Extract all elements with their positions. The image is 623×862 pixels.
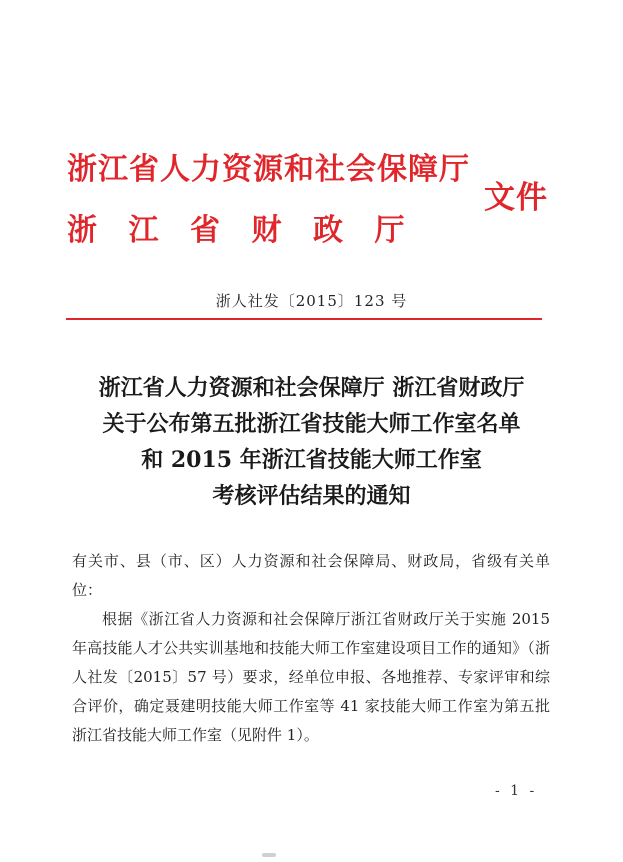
title-line: 浙江省人力资源和社会保障厅 浙江省财政厅 [98, 375, 525, 401]
red-separator-rule [66, 318, 542, 320]
issuer-line-finance: 浙江省财政厅 [67, 213, 436, 248]
title-line: 考核评估结果的通知 [212, 483, 411, 509]
scan-artifact [262, 853, 276, 857]
addressee: 有关市、县（市、区）人力资源和社会保障局、财政局，省级有关单位： [72, 552, 550, 599]
title-line: 关于公布第五批浙江省技能大师工作室名单 [102, 411, 521, 437]
notice-body [72, 547, 550, 750]
body-paragraph: 根据《浙江省人力资源和社会保障厅浙江省财政厅关于实施 2015 年高技能人才公共实训基地和技能大师工作室建设项目工作的通知》（浙人社发〔2015〕57 号）要求，经单位申报、各地推荐、专家评审和综合评价，确定聂建明技能大师工作室等 41 家技能大师工作室为第五批浙江省技能大师工作室（见附件 1）。 [72, 610, 550, 744]
document-suffix: 文件 [484, 180, 548, 216]
document-number: 浙人社发〔2015〕123 号 [215, 292, 408, 310]
notice-title [0, 370, 623, 514]
title-line: 和 2015 年浙江省技能大师工作室 [141, 447, 482, 473]
issuer-line-hrss: 浙江省人力资源和社会保障厅 [67, 152, 470, 187]
page-number: - 1 - [495, 783, 538, 799]
